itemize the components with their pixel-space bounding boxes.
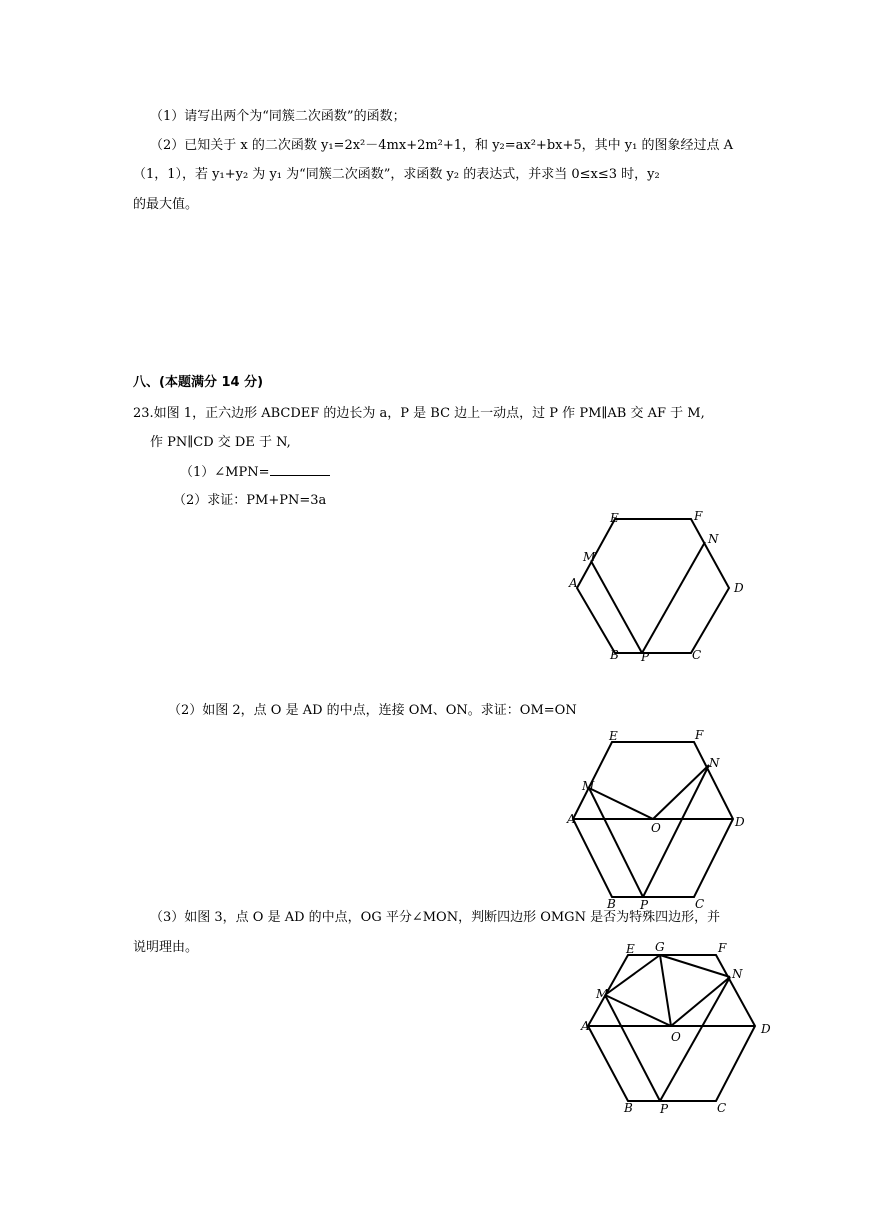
segment-og xyxy=(660,955,671,1026)
q22-part2-line3: 的最大值。 xyxy=(133,197,199,212)
label-m: M xyxy=(582,779,595,793)
label-f: F xyxy=(695,728,704,742)
label-p: P xyxy=(660,1102,669,1116)
label-c: C xyxy=(695,897,705,911)
label-e: E xyxy=(609,729,618,743)
label-c: C xyxy=(717,1101,727,1115)
label-a: A xyxy=(569,576,578,590)
segment-om xyxy=(605,995,671,1026)
q22-part2-line2: （1，1），若 y₁+y₂ 为 y₁ 为“同簇二次函数”，求函数 y₂ 的表达式，并求当 0≤x≤3 时，y₂ xyxy=(133,167,660,182)
q23-sub3: （2）如图 2，点 O 是 AD 的中点，连接 OM、ON。求证：OM=ON xyxy=(168,703,577,718)
label-b: B xyxy=(610,648,619,662)
label-b: B xyxy=(624,1101,633,1115)
label-m: M xyxy=(583,550,596,564)
label-f: F xyxy=(718,941,727,955)
label-d: D xyxy=(761,1022,771,1036)
label-n: N xyxy=(732,967,743,981)
q23-sub4-line1: （3）如图 3，点 O 是 AD 的中点，OG 平分∠MON，判断四边形 OMGN 是否为特殊四边形，并 xyxy=(150,910,721,925)
label-g: G xyxy=(655,940,665,954)
q22-part2-line1: （2）已知关于 x 的二次函数 y₁=2x²－4mx+2m²+1，和 y₂=ax²+bx+5，其中 y₁ 的图象经过点 A xyxy=(150,138,733,153)
segment-pm xyxy=(605,995,660,1101)
label-a: A xyxy=(567,812,576,826)
label-n: N xyxy=(709,756,720,770)
q23-sub2: （2）求证：PM+PN=3a xyxy=(173,493,327,508)
segment-mg xyxy=(605,955,660,995)
q23-intro-line2: 作 PN∥CD 交 DE 于 N, xyxy=(150,435,291,450)
label-m: M xyxy=(596,987,609,1001)
label-f: F xyxy=(694,509,703,523)
section-heading: 八、(本题满分 14 分) xyxy=(133,375,264,390)
label-o: O xyxy=(671,1030,681,1044)
label-a: A xyxy=(581,1019,590,1033)
q23-sub4-line2: 说明理由。 xyxy=(133,940,199,955)
q23-intro-line1: 23.如图 1，正六边形 ABCDEF 的边长为 a，P 是 BC 边上一动点，过 P 作 PM∥AB 交 AF 于 M, xyxy=(133,406,705,421)
label-e: E xyxy=(610,511,619,525)
label-p: P xyxy=(640,898,649,912)
segment-gn xyxy=(660,955,730,977)
label-d: D xyxy=(735,815,745,829)
label-b: B xyxy=(607,897,616,911)
label-n: N xyxy=(708,532,719,546)
label-e: E xyxy=(626,942,635,956)
label-o: O xyxy=(651,821,661,835)
label-d: D xyxy=(734,581,744,595)
segment-on xyxy=(671,977,730,1026)
q23-sub1-text: （1）∠MPN= xyxy=(180,465,270,480)
label-p: P xyxy=(641,650,650,664)
label-c: C xyxy=(692,648,702,662)
q22-part1: （1）请写出两个为“同簇二次函数”的函数； xyxy=(150,109,406,124)
